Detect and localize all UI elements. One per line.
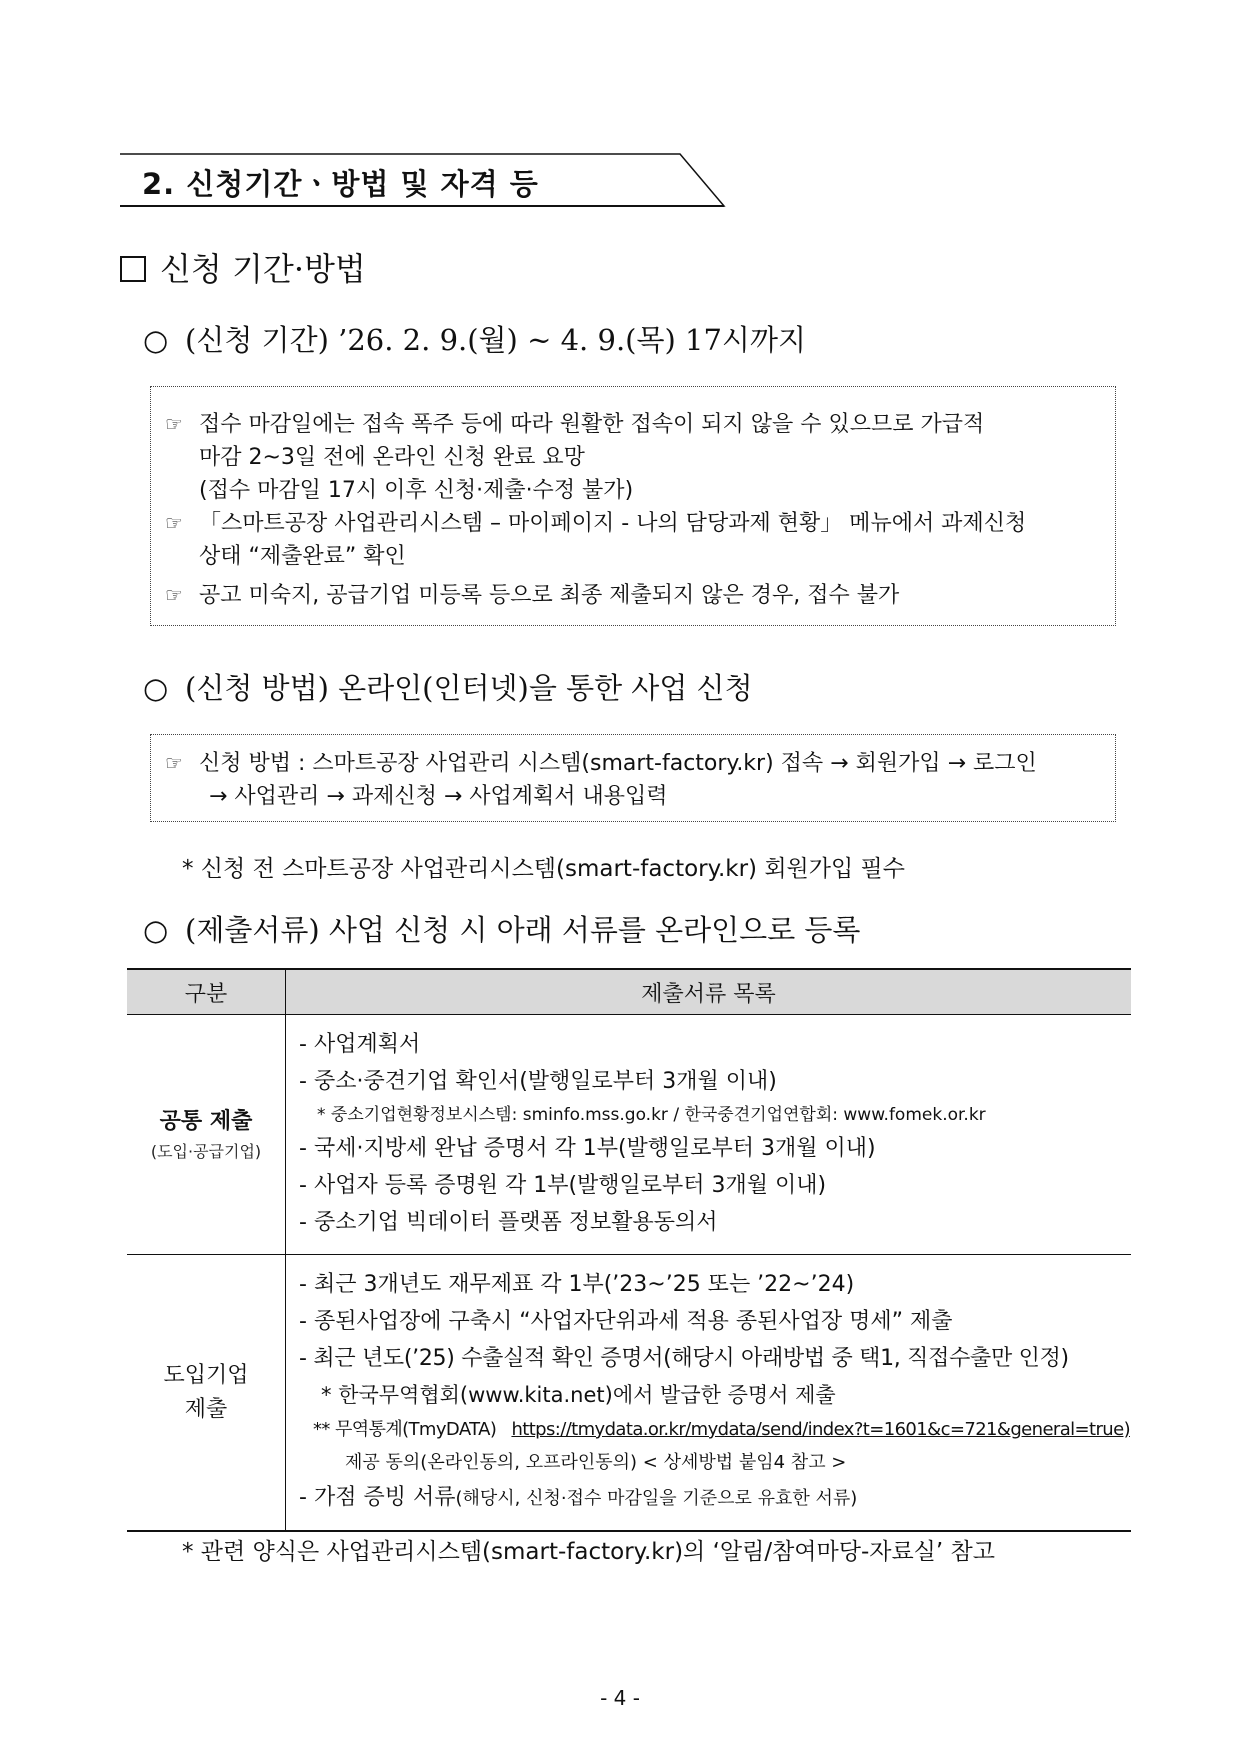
period-notes-box — [150, 386, 1116, 626]
note-line: (접수 마감일 17시 이후 신청·제출·수정 불가) — [199, 478, 634, 503]
list-item — [299, 1479, 1130, 1517]
list-item: - 사업계획서 — [299, 1032, 421, 1057]
pointing-hand-icon: ☞ — [165, 412, 183, 436]
list-item: - 종된사업장에 구축시 “사업자단위과세 적용 종된사업장 명세” 제출 — [299, 1309, 953, 1334]
note-line: 마감 2~3일 전에 온라인 신청 완료 요망 — [199, 445, 585, 470]
page-number: - 4 - — [600, 1686, 640, 1710]
list-subnote — [299, 1413, 1130, 1446]
common-category-cell — [127, 1015, 286, 1255]
circle-bullet-icon: ○ — [143, 323, 169, 357]
list-subnote: * 중소기업현황정보시스템: sminfo.mss.go.kr / 한국중견기업연합회: www.fomek.or.kr — [317, 1105, 986, 1125]
header-doc-list: 제출서류 목록 — [286, 969, 1131, 1015]
checkbox-square-icon — [120, 256, 146, 282]
trade-stats-label: ** 무역통계(TmyDATA) — [313, 1419, 497, 1440]
adopter-label-2: 제출 — [184, 1396, 228, 1422]
table-row-adopter — [127, 1255, 1131, 1532]
forms-reference-note: * 관련 양식은 사업관리시스템(smart-factory.kr)의 ‘알림/참여마당-자료실’ 참고 — [182, 1539, 995, 1565]
list-subnote: * 한국무역협회(www.kita.net)에서 발급한 증명서 제출 — [321, 1383, 836, 1407]
method-note — [151, 747, 1115, 813]
list-item: - 최근 3개년도 재무제표 각 1부(’23~’25 또는 ’22~’24) — [299, 1272, 855, 1297]
pointing-hand-icon: ☞ — [165, 583, 183, 607]
table-header-row — [127, 969, 1131, 1015]
note-line: 공고 미숙지, 공급기업 미등록 등으로 최종 제출되지 않은 경우, 접수 불가 — [199, 583, 900, 608]
period-note-1 — [151, 408, 1115, 507]
pointing-hand-icon: ☞ — [165, 751, 183, 775]
method-text: (신청 방법) 온라인(인터넷)을 통한 사업 신청 — [185, 671, 753, 705]
circle-bullet-icon: ○ — [143, 913, 169, 947]
period-text: (신청 기간) ’26. 2. 9.(월) ~ 4. 9.(목) 17시까지 — [185, 323, 806, 357]
section-header — [120, 152, 728, 208]
note-line: 신청 방법 : 스마트공장 사업관리 시스템(smart-factory.kr) 접속 → 회원가입 → 로그인 — [199, 751, 1037, 776]
docs-table — [127, 968, 1131, 1532]
method-note-box — [150, 734, 1116, 822]
list-item: - 최근 년도(’25) 수출실적 확인 증명서(해당시 아래방법 중 택1, 직접수출만 인정) — [299, 1346, 1069, 1371]
trade-stats-link[interactable]: https://tmydata.or.kr/mydata/send/index?t=1601&c=721&general=true) — [511, 1419, 1130, 1440]
subsection-title-row — [120, 244, 366, 290]
note-line: 「스마트공장 사업관리시스템 – 마이페이지 - 나의 담당과제 현황」 메뉴에서 과제신청 — [199, 511, 1027, 536]
note-line: → 사업관리 → 과제신청 → 사업계획서 내용입력 — [209, 784, 668, 809]
section-title: 2. 신청기간ㆍ방법 및 자격 등 — [142, 167, 539, 201]
common-label: 공통 제출 — [159, 1108, 253, 1134]
subsection-title: 신청 기간·방법 — [160, 250, 366, 288]
note-line: 상태 “제출완료” 확인 — [199, 544, 406, 569]
pointing-hand-icon: ☞ — [165, 511, 183, 535]
bonus-docs-note: (해당시, 신청·접수 마감일을 기준으로 유효한 서류) — [455, 1488, 858, 1509]
bonus-docs-label: - 가점 증빙 서류 — [299, 1485, 456, 1510]
common-sublabel: (도입·공급기업) — [150, 1141, 262, 1161]
method-star-note: * 신청 전 스마트공장 사업관리시스템(smart-factory.kr) 회원가입 필수 — [182, 856, 905, 882]
list-subnote: 제공 동의(온라인동의, 오프라인동의) < 상세방법 붙임4 참고 > — [345, 1452, 847, 1473]
docs-item — [143, 908, 860, 949]
table-row-common — [127, 1015, 1131, 1255]
header-category: 구분 — [127, 969, 286, 1015]
period-note-2 — [151, 507, 1115, 573]
adopter-label: 도입기업 — [163, 1362, 249, 1388]
method-item — [143, 666, 753, 707]
period-item — [143, 318, 806, 359]
common-docs-cell — [286, 1015, 1131, 1255]
circle-bullet-icon: ○ — [143, 671, 169, 705]
list-item: - 국세·지방세 완납 증명서 각 1부(발행일로부터 3개월 이내) — [299, 1136, 876, 1161]
note-line: 접수 마감일에는 접속 폭주 등에 따라 원활한 접속이 되지 않을 수 있으므로 가급적 — [199, 412, 985, 437]
adopter-docs-cell — [286, 1255, 1131, 1532]
list-item: - 중소기업 빅데이터 플랫폼 정보활용동의서 — [299, 1210, 718, 1235]
docs-text: (제출서류) 사업 신청 시 아래 서류를 온라인으로 등록 — [185, 913, 861, 947]
list-item: - 중소·중견기업 확인서(발행일로부터 3개월 이내) — [299, 1069, 777, 1094]
period-note-3 — [151, 579, 1115, 612]
list-item: - 사업자 등록 증명원 각 1부(발행일로부터 3개월 이내) — [299, 1173, 827, 1198]
adopter-category-cell — [127, 1255, 286, 1532]
